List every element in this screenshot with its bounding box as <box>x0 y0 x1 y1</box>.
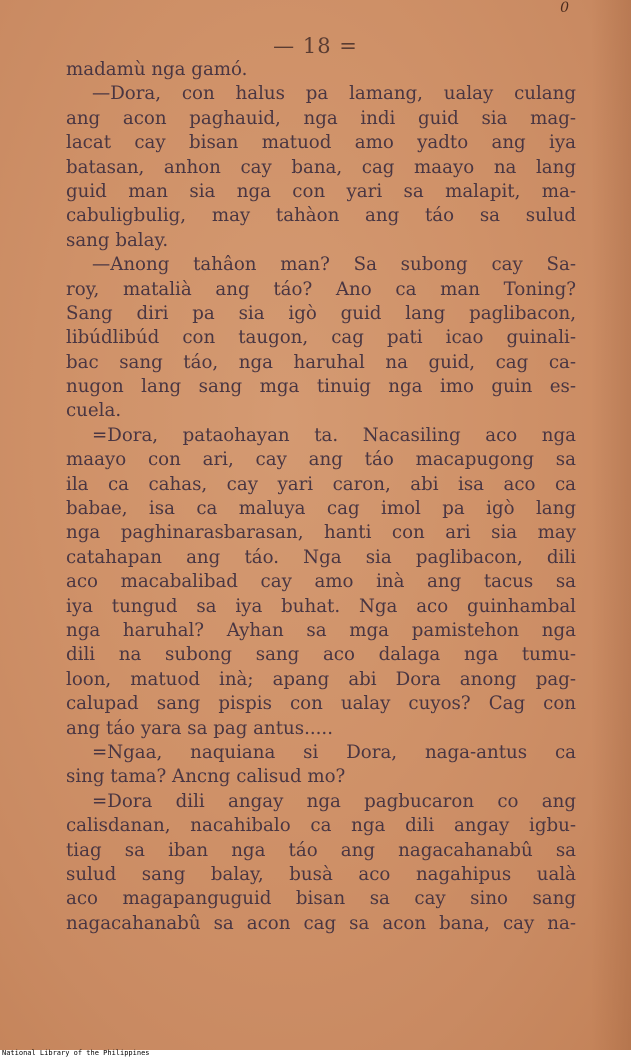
text-line: =Ngaa, naquiana si Dora, naga-antus ca <box>92 741 576 763</box>
text-line: ila ca cahas, cay yari caron, abi isa aco ca <box>66 473 576 495</box>
text-line: iya tungud sa iya buhat. Nga aco guinhambal <box>66 595 576 617</box>
text-line: ang táo yara sa pag antus..... <box>66 717 333 739</box>
text-line: loon, matuod inà; apang abi Dora anong pag- <box>66 668 576 690</box>
text-line: nagacahanabû sa acon cag sa acon bana, cay na- <box>66 912 576 934</box>
text-line: sulud sang balay, busà aco nagahipus ualà <box>66 863 576 885</box>
text-line: aco macabalibad cay amo inà ang tacus sa <box>66 571 576 593</box>
text-line: batasan, anhon cay bana, cag maayo na lang <box>66 156 576 178</box>
corner-mark: 0 <box>560 0 569 16</box>
text-line: nga haruhal? Ayhan sa mga pamistehon nga <box>66 619 576 641</box>
text-line: Sang diri pa sia igò guid lang paglibacon, <box>66 302 576 324</box>
text-line: nugon lang sang mga tinuig nga imo guin es- <box>66 376 576 398</box>
text-line: ang acon paghauid, nga indi guid sia mag- <box>66 107 576 129</box>
text-line: —Anong tahâon man? Sa subong cay Sa- <box>92 254 576 276</box>
text-line: tiag sa iban nga táo ang nagacahanabû sa <box>66 839 576 861</box>
text-line: cabuligbulig, may tahàon ang táo sa sulud <box>66 205 576 227</box>
text-line: catahapan ang táo. Nga sia paglibacon, dili <box>66 546 576 568</box>
text-line: lacat cay bisan matuod amo yadto ang iya <box>66 132 576 154</box>
text-line: maayo con ari, cay ang táo macapugong sa <box>66 449 576 471</box>
text-line: —Dora, con halus pa lamang, ualay culang <box>92 83 576 105</box>
text-line: roy, matalià ang táo? Ano ca man Toning? <box>66 278 576 300</box>
text-line: dili na subong sang aco dalaga nga tumu- <box>66 644 576 666</box>
text-line: cuela. <box>66 400 122 422</box>
page-number: — 18 = <box>273 34 358 58</box>
text-line: bac sang táo, nga haruhal na guid, cag ca- <box>66 351 576 373</box>
text-line: aco magapanguguid bisan sa cay sino sang <box>66 888 576 910</box>
text-line: sang balay. <box>66 229 169 251</box>
text-line: babae, isa ca maluya cag imol pa igò lang <box>66 498 576 520</box>
body-text <box>66 58 576 936</box>
text-line: sing tama? Ancng calisud mo? <box>66 766 346 788</box>
text-line: madamù nga gamó. <box>66 59 248 80</box>
text-line: nga paghinarasbarasan, hanti con ari sia may <box>66 522 576 544</box>
text-line: calisdanan, nacahibalo ca nga dili angay igbu- <box>66 815 576 837</box>
library-credit: National Library of the Philippines <box>2 1049 150 1057</box>
text-line: =Dora dili angay nga pagbucaron co ang <box>92 790 576 812</box>
text-line: guid man sia nga con yari sa malapit, ma- <box>66 180 576 202</box>
text-line: =Dora, pataohayan ta. Nacasiling aco nga <box>92 424 576 446</box>
text-line: libúdlibúd con taugon, cag pati icao guinali- <box>66 327 576 349</box>
text-line: calupad sang pispis con ualay cuyos? Cag con <box>66 693 576 715</box>
